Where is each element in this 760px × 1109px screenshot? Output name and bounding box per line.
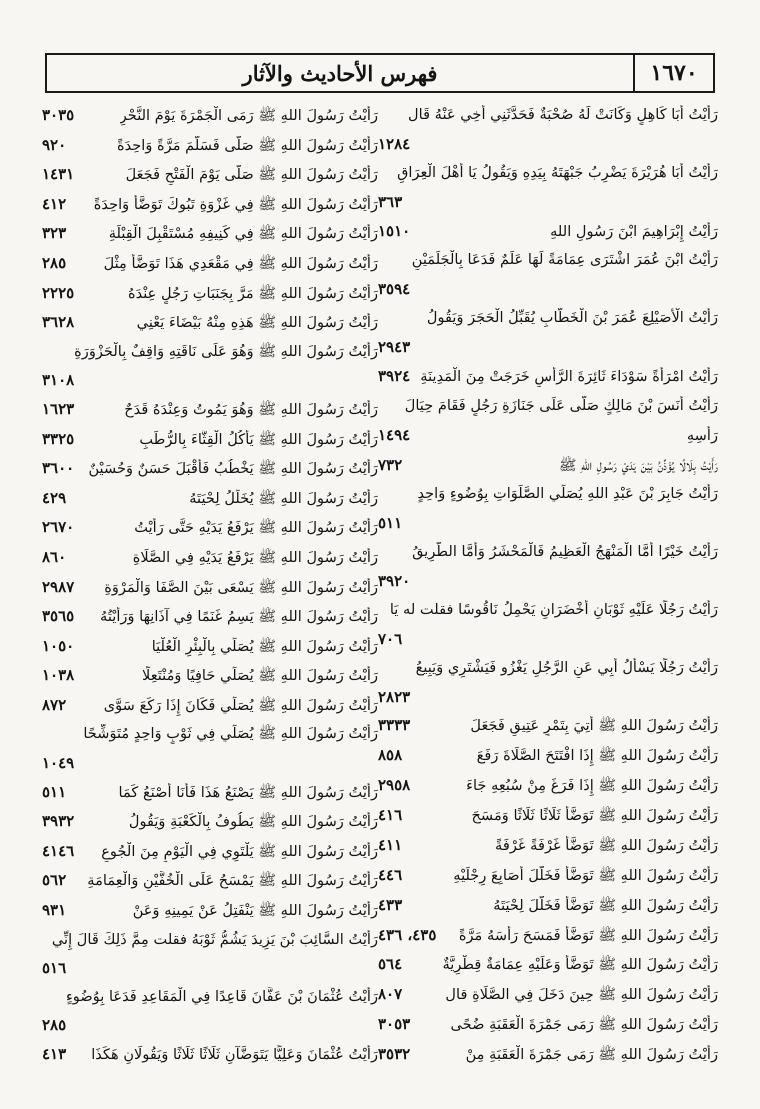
entry-number: ٢٨٥: [42, 253, 67, 272]
index-entry: [378, 250, 718, 270]
entry-number: ٥١٦: [42, 959, 67, 978]
index-entry: [378, 221, 718, 242]
index-entry: [42, 283, 378, 304]
entry-text: رَأَيْتُ رَسُولَ اللهِ ﷺ رَمَى الْجَمْرَةَ يَوْمَ النَّحْرِ: [119, 107, 378, 124]
entry-text: رَأَيْتُ رَسُولَ اللهِ ﷺ يَمْسَحُ عَلَى الْخُفَّيْنِ وَالْعِمَامَةِ: [87, 872, 378, 890]
index-entry: [42, 841, 378, 862]
entry-text: رَأَيْتُ رَسُولَ اللهِ ﷺ تَوَضَّأَ غَرْفَةً غَرْفَةً: [495, 836, 718, 854]
entry-text: رَأَيْتُ رَسُولَ اللهِ ﷺ يَصْنَعُ هَذَا فَأَنَا أَصْنَعُ كَمَا: [118, 783, 378, 801]
index-entry: [42, 164, 378, 185]
index-entry: [378, 925, 718, 946]
index-entry: [378, 396, 718, 416]
entry-number: ٢٦٧٠: [42, 518, 75, 537]
index-entry: [42, 547, 378, 568]
page-title: فهرس الأحاديث والآثار: [242, 60, 438, 86]
entry-text: رَأَيْتُ رَسُولَ اللهِ ﷺ تَوَضَّأَ ثَلَاثًا ثَلَاثًا وَمَسَحَ: [471, 807, 718, 824]
entry-number: ٨٦٠: [42, 547, 67, 566]
entry-text: رَأَيْتُ رَسُولَ اللهِ ﷺ يُصَلِّي بِالْبِئْرِ الْعُلْيَا: [151, 637, 378, 655]
entry-text: رَأَيْتُ رَسُولَ اللهِ ﷺ يَرْفَعُ يَدَيْهِ فِي الصَّلَاةِ: [132, 548, 378, 566]
index-entry: [42, 458, 378, 479]
entry-number: ٣٥٦٥: [42, 607, 75, 626]
entry-number: ٣٥٣٢: [378, 1045, 411, 1063]
entry-number: ١٦٢٣: [42, 399, 75, 418]
index-entry: [378, 954, 718, 975]
entry-text: رَأَيْتُ ابْنَ عُمَرَ اشْتَرَى عِمَامَةً لَهَا عَلَمٌ فَدَعَا بِالْجَلَمَيْنِ: [411, 251, 718, 269]
entry-text: رَأَيْتُ أَبَا كَاهِلٍ وَكَانَتْ لَهُ صُحْبَةٌ فَحَدَّثَنِي أَخِي عَنْهُ قَال: [408, 106, 718, 123]
entry-number: ٤١٢: [42, 194, 67, 213]
index-entry: [378, 571, 718, 591]
entry-number: ١٢٨٤: [378, 134, 411, 153]
index-entry: [42, 342, 378, 362]
index-entry: [42, 135, 378, 156]
entry-text: رَأَيْتُ رَسُولَ اللهِ ﷺ رَمَى جَمْرَةَ الْعَقَبَةِ ضُحًى: [450, 1016, 718, 1034]
entry-number: ٣٠٣٥: [42, 106, 75, 124]
entry-number: ٨٥٨: [378, 746, 403, 765]
entry-number: ٥١١: [378, 514, 403, 533]
index-entry: [378, 629, 718, 649]
index-entry: [378, 687, 718, 707]
entry-text: رَأَيْتُ رَسُولَ اللهِ ﷺ تَوَضَّأَ وَعَلَيْهِ عِمَامَةٌ قِطْرِيَّةٌ: [442, 956, 718, 974]
entry-text: رَأَيْتُ رَسُولَ اللهِ ﷺ حِينَ دَخَلَ فِي الصَّلَاةِ قال: [445, 986, 718, 1004]
index-entry: [378, 279, 718, 299]
index-entry: [42, 870, 378, 891]
entry-number: ٣٣٢٥: [42, 429, 75, 448]
entry-number: ٥٦٤: [378, 955, 403, 974]
entry-number: ١٤٣١: [42, 165, 75, 184]
entry-text: رَأَيْتُ رَسُولَ اللهِ ﷺ وَهُوَ يَمُوتُ وَعِنْدَهُ قَدَحٌ: [124, 400, 378, 418]
left-column: [42, 105, 378, 1065]
entry-number: ٧٣٢: [378, 455, 403, 474]
entry-text: رَأَيْتُ جَابِرَ بْنَ عَبْدِ اللهِ يُصَلِّي الصَّلَوَاتِ بِوُضُوءٍ وَاحِدٍ: [417, 485, 718, 503]
entry-text: رَأَيْتُ رَسُولَ اللهِ ﷺ يَنْفَتِلُ عَنْ يَمِينِهِ وَعَنْ: [132, 902, 378, 920]
entry-number: ٤١١: [378, 835, 403, 854]
index-entry: [378, 484, 718, 504]
entry-number: ٤٣٣: [378, 895, 403, 914]
entry-text: رَأَيْتُ رَجُلًا يَسْأَلُ أَبِي عَنِ الرَّجُلِ يَغْزُو فَيَشْتَرِي وَيَبِيعُ: [415, 658, 718, 676]
index-entry: [378, 658, 718, 678]
entry-number: ٢٩٥٨: [378, 776, 411, 795]
entry-text: رَأَيْتُ رَسُولَ اللهِ ﷺ يُصَلِّي حَافِيًا وَمُنْتَعِلًا: [142, 667, 378, 685]
entry-number: ٣٦٠٠: [42, 459, 75, 478]
index-entry: [378, 337, 718, 357]
index-entry: [378, 513, 718, 533]
entry-number: ٤١٣: [42, 1045, 67, 1063]
index-entry: [42, 370, 378, 390]
index-entry: [378, 805, 718, 826]
entry-text: رَأَيْتُ امْرَأَةً سَوْدَاءَ ثَائِرَةَ الرَّأْسِ خَرَجَتْ مِنَ الْمَدِينَةِ: [420, 367, 718, 385]
entry-number: ٣٩٢٤: [378, 366, 411, 385]
entry-number: ٤١٦: [378, 806, 403, 824]
index-entry: [378, 775, 718, 796]
entry-text: رَأَيْتُ رَسُولَ اللهِ ﷺ يَأْكُلُ الْقِثَّاءَ بِالرُّطَبِ: [139, 430, 378, 448]
index-entry: [378, 134, 718, 154]
entry-number: ٤١٤٦: [42, 841, 75, 860]
index-entry: [378, 308, 718, 328]
index-entry: [42, 429, 378, 450]
entry-number: ٢٨٥: [42, 1016, 67, 1035]
entry-text: رَأَيْتُ رَسُولَ اللهِ ﷺ فِي مَقْعَدِي هَذَا تَوَضَّأَ مِثْلَ: [103, 254, 378, 272]
index-entry: [42, 1044, 378, 1065]
entry-text: رَأَيْتُ رَسُولَ اللهِ ﷺ مَرَّ بِجَنَبَاتِ رَجُلٍ عِنْدَهُ: [127, 284, 378, 302]
entry-text: رَأَيْتُ رَسُولَ اللهِ ﷺ صَلَّى يَوْمَ الْفَتْحِ فَجَعَلَ: [125, 166, 378, 184]
entry-number: ٢٩٨٧: [42, 577, 75, 596]
entry-text: رَأَيْتُ رَسُولَ اللهِ ﷺ فِي غَزْوَةِ تَبُوكَ تَوَضَّأَ وَاحِدَةً: [93, 195, 378, 213]
entry-number: ١٥١٠: [378, 221, 411, 240]
entry-number: ٣٠٥٣: [378, 1015, 411, 1034]
entry-number: ٧٠٦: [378, 629, 403, 648]
index-entry: [378, 1014, 718, 1035]
entry-text: رَأَيْتُ رَسُولَ اللهِ ﷺ رَمَى جَمْرَةَ الْعَقَبَةِ مِنْ: [465, 1046, 718, 1063]
entry-number: ٤٤٦: [378, 865, 403, 884]
entry-number: ١٠٤٩: [42, 754, 75, 773]
entry-number: ٤٣٥، ٤٣٦: [378, 925, 437, 944]
entry-text: رَأَيْتُ رَسُولَ اللهِ ﷺ يَلْتَوِي فِي الْيَوْمِ مِنَ الْجُوعِ: [101, 842, 378, 860]
entry-text: رَأَيْتُ رَسُولَ اللهِ ﷺ تَوَضَّأَ فَمَسَحَ رَأْسَهُ مَرَّةً: [458, 926, 718, 944]
entry-number: ٨٠٧: [378, 985, 403, 1004]
entry-number: ٤٢٩: [42, 488, 67, 507]
index-entry: [42, 636, 378, 657]
entry-text: رَأَيْتُ أَبَا هُرَيْرَةَ يَضْرِبُ جَبْهَتَهُ بِيَدِهِ وَيَقُولُ يَا أَهْلَ الْعِرَاقِ: [397, 163, 718, 181]
entry-text: رَأَيْتُ رَجُلًا عَلَيْهِ ثَوْبَانِ أَخْضَرَانِ يَحْمِلُ نَاقُوسًا فقلت له يَا: [389, 600, 718, 618]
entry-number: ٢٢٢٥: [42, 283, 75, 302]
index-entry: [42, 312, 378, 333]
index-entry: [42, 606, 378, 627]
index-entry: [378, 163, 718, 183]
entry-text: رَأَيْتُ رَسُولَ اللهِ ﷺ إِذَا افْتَتَحَ الصَّلَاةَ رَفَعَ: [476, 747, 718, 765]
entry-number: ٩٢٠: [42, 135, 67, 154]
index-columns: [42, 105, 718, 1065]
index-entry: [42, 194, 378, 215]
entry-number: ٨٧٢: [42, 695, 67, 714]
entry-text: رَأَيْتُ الْأُصَيْلِعَ عُمَرَ بْنَ الْخَطَّابِ يُقَبِّلُ الْحَجَرَ وَيَقُولُ: [426, 309, 718, 327]
index-entry: [42, 782, 378, 803]
entry-number: ٢٩٤٣: [378, 338, 411, 356]
entry-text: رَأَيْتُ خَيْرًا أَمَّا الْمَنْهَجُ الْعَظِيمُ فَالْمَحْشَرُ وَأَمَّا الطَّرِيقُ: [412, 543, 718, 561]
index-entry: [42, 753, 378, 773]
entry-text: رَأَيْتُ رَسُولَ اللهِ ﷺ إِذَا فَرَغَ مِنْ سُبُعِهِ جَاءَ: [466, 777, 718, 795]
entry-text: رَأَيْتُ عُثْمَانَ وَعَلِيًّا يَتَوَضَّآنِ ثَلَاثًا ثَلَاثًا وَيَقُولَانِ هَكَذَا: [91, 1046, 378, 1063]
entry-number: ١٤٩٤: [378, 425, 411, 444]
index-entry: [42, 958, 378, 978]
entry-text: رَأَيْتُ رَسُولَ اللهِ ﷺ يَرْفَعُ يَدَيْهِ حَتَّى رَأَيْتُ: [134, 519, 378, 537]
entry-number: ٣٩٣٢: [42, 812, 75, 831]
entry-text: رَأَيْتُ أَنَسَ بْنَ مَالِكٍ صَلَّى عَلَى جَنَازَةِ رَجُلٍ فَقَامَ حِيَالَ: [404, 396, 718, 414]
index-entry: [378, 105, 718, 125]
entry-text: رَأَيْتُ رَسُولَ اللهِ ﷺ أُتِيَ بِتَمْرٍ عَتِيقٍ فَجَعَلَ: [470, 717, 718, 735]
entry-text: رَأَيْتُ رَسُولَ اللهِ ﷺ يَطُوفُ بِالْكَعْبَةِ وَيَقُولُ: [128, 813, 378, 831]
index-entry: [378, 192, 718, 212]
entry-number: ٢٨٢٣: [378, 687, 411, 706]
entry-text: رَأَيْتُ رَسُولَ اللهِ ﷺ يَسْعَى بَيْنَ الصَّفَا وَالْمَرْوَةِ: [104, 578, 378, 596]
index-entry: [378, 455, 718, 476]
index-entry: [378, 366, 718, 387]
index-entry: [42, 665, 378, 686]
entry-text: رَأَيْتُ عُثْمَانَ بْنَ عَفَّانَ قَاعِدًا فِي الْمَقَاعِدِ فَدَعَا بِوُضُوءٍ: [65, 987, 378, 1005]
entry-text: رَأَيْتُ رَسُولَ اللهِ ﷺ تَوَضَّأَ فَخَلَّلَ أَصَابِعَ رِجْلَيْهِ: [453, 866, 718, 884]
entry-number: ٥٦٢: [42, 871, 67, 890]
index-entry: [378, 425, 718, 446]
entry-number: ٣٦٣: [378, 192, 403, 211]
entry-text: رَأَيْتُ رَسُولَ اللهِ ﷺ يُصَلِّي فِي ثَوْبٍ وَاحِدٍ مُتَوَشِّحًا: [83, 725, 378, 743]
entry-text: رَأَيْتُ رَسُولَ اللهِ ﷺ فِي كَنِيفِهِ مُسْتَقْبِلَ الْقِبْلَةِ: [108, 225, 378, 243]
page-number: ١٦٧٠: [633, 55, 713, 91]
index-entry: [42, 488, 378, 509]
index-entry: [42, 987, 378, 1007]
index-entry: [378, 895, 718, 916]
index-entry: [42, 695, 378, 716]
entry-text: رَأَيْتُ رَسُولَ اللهِ ﷺ يُصَلِّي فَكَانَ إِذَا رَكَعَ سَوَّى: [103, 696, 378, 714]
entry-number: ١٠٥٠: [42, 636, 75, 655]
entry-text: رَأْسِهِ: [686, 426, 718, 444]
entry-text: رَأَيْتُ رَسُولَ اللهِ ﷺ وَهُوَ عَلَى نَاقَتِهِ وَاقِفٌ بِالْحَزْوَرَةِ: [74, 342, 378, 360]
index-entry: [42, 517, 378, 538]
index-entry: [378, 984, 718, 1005]
right-column: [378, 105, 718, 1065]
entry-number: ٣٣٣٣: [378, 716, 411, 735]
index-entry: [42, 724, 378, 744]
index-entry: [378, 1044, 718, 1065]
entry-text: رَأَيْتُ رَسُولَ اللهِ ﷺ يُخَلِّلُ لِحْيَتَهُ: [189, 489, 378, 507]
entry-text: رَأَيْتُ إِبْرَاهِيمَ ابْنَ رَسُولِ اللهِ: [550, 222, 718, 240]
index-entry: [42, 399, 378, 420]
index-entry: [42, 900, 378, 921]
index-entry: [42, 930, 378, 950]
entry-number: ٥١١: [42, 782, 67, 801]
entry-number: ٣٩٢٠: [378, 572, 411, 590]
index-entry: [378, 600, 718, 620]
index-entry: [42, 1015, 378, 1035]
entry-number: ٩٣١: [42, 901, 67, 920]
entry-text: رَأَيْتُ رَسُولَ اللهِ ﷺ تَوَضَّأَ فَخَلَّلَ لِحْيَتَهُ: [493, 896, 718, 914]
entry-text: رَأَيْتُ السَّائِبَ بْنَ يَزِيدَ يَشُمُّ ثَوْبَهُ فقلت مِمَّ ذَلِكَ قَالَ إِنِّي: [51, 930, 378, 948]
index-entry: [378, 865, 718, 886]
index-entry: [42, 811, 378, 832]
entry-text: رَأَيْتُ رَسُولَ اللهِ ﷺ صَلَّى فَسَلَّمَ مَرَّةً وَاحِدَةً: [116, 136, 378, 154]
index-entry: [42, 577, 378, 598]
index-entry: [378, 542, 718, 562]
entry-number: ٣٥٩٤: [378, 280, 411, 299]
index-entry: [378, 835, 718, 856]
page-header: [45, 53, 715, 93]
index-entry: [42, 223, 378, 244]
entry-number: ٣١٠٨: [42, 371, 75, 390]
index-entry: [42, 105, 378, 126]
entry-number: ٣٦٢٨: [42, 313, 75, 332]
entry-text: رَأَيْتُ رَسُولَ اللهِ ﷺ يَخْطُبُ فَأَقْبَلَ حَسَنٌ وَحُسَيْنٌ: [88, 460, 378, 478]
entry-text: رَأَيْتُ رَسُولَ اللهِ ﷺ هَذِهِ مِنْهُ بَيْضَاءَ يَعْنِي: [136, 314, 378, 332]
index-entry: [378, 745, 718, 766]
entry-number: ٣٢٣: [42, 224, 67, 243]
entry-text: رَأَيْتُ رَسُولَ اللهِ ﷺ يَسِمُ غَنَمًا فِي آذَانِهَا وَرَأَيْتُهُ: [100, 608, 378, 626]
index-entry: [42, 253, 378, 274]
entry-text: رَأَيْتُ بِلَالًا يُؤَذِّنُ بَيْنَ يَدَيْ رَسُولِ اللهِ ﷺ: [558, 456, 718, 474]
index-entry: [378, 715, 718, 736]
entry-number: ١٠٣٨: [42, 666, 75, 685]
